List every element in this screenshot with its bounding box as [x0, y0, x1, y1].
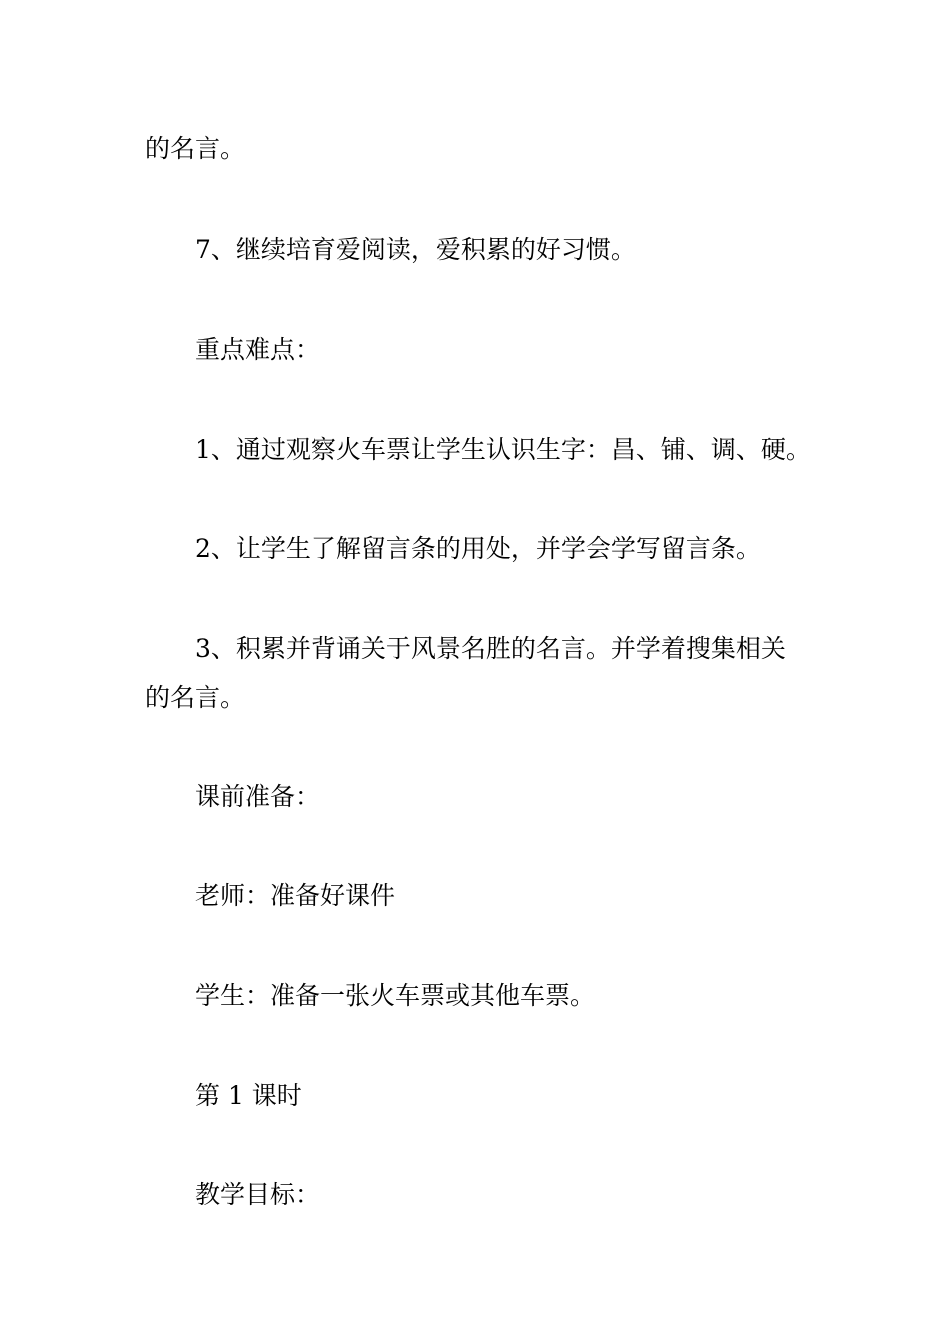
paragraph-teacher-prep: 老师：准备好课件: [195, 881, 396, 910]
paragraph-continuation: 的名言。: [145, 134, 246, 163]
paragraph-key-point-3: [145, 624, 815, 722]
heading-teaching-goals: 教学目标：: [195, 1180, 321, 1209]
paragraph-key-point-2: 2、让学生了解留言条的用处，并学会学写留言条。: [195, 534, 761, 563]
paragraph-objective-7: 7、继续培育爱阅读，爱积累的好习惯。: [195, 235, 636, 264]
heading-preparation: 课前准备：: [195, 782, 321, 811]
paragraph-key-point-1: 1、通过观察火车票让学生认识生字：昌、铺、调、硬。: [195, 435, 811, 464]
paragraph-line: 的名言。: [145, 683, 246, 712]
heading-lesson-1: 第 1 课时: [195, 1081, 302, 1110]
heading-key-points: 重点难点：: [195, 335, 321, 364]
paragraph-student-prep: 学生：准备一张火车票或其他车票。: [195, 981, 596, 1010]
paragraph-line: 3、积累并背诵关于风景名胜的名言。并学着搜集相关: [195, 634, 786, 663]
